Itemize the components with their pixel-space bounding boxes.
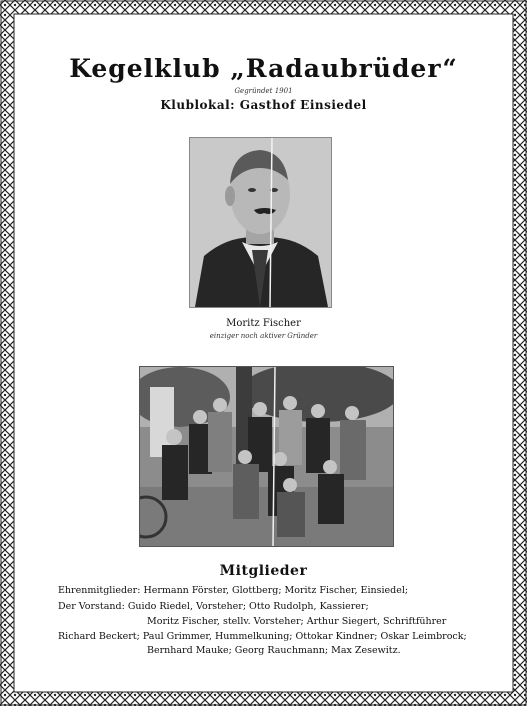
members-line-board: Der Vorstand: Guido Riedel, Vorsteher; Otto Rudolph, Kassierer; bbox=[58, 601, 369, 612]
club-title: Kegelklub „Radaubrüder“ bbox=[69, 54, 458, 83]
members-heading: Mitglieder bbox=[219, 563, 308, 579]
members-line-honorary: Ehrenmitglieder: Hermann Förster, Glottberg; Moritz Fischer, Einsiedel; bbox=[58, 585, 409, 596]
members-line-board-cont: Moritz Fischer, stellv. Vorsteher; Arthur Siegert, Schriftführer bbox=[147, 616, 447, 627]
group-photo bbox=[139, 366, 394, 547]
club-venue: Klublokal: Gasthof Einsiedel bbox=[160, 98, 367, 112]
founded-note: Gegründet 1901 bbox=[234, 87, 293, 95]
members-line-list-cont: Bernhard Mauke; Georg Rauchmann; Max Zesewitz. bbox=[147, 645, 401, 656]
members-line-list: Richard Beckert; Paul Grimmer, Hummelkuning; Ottokar Kindner; Oskar Leimbrock; bbox=[58, 631, 467, 642]
portrait-photo bbox=[189, 137, 332, 308]
portrait-caption: einziger noch aktiver Gründer bbox=[209, 332, 318, 340]
portrait-name: Moritz Fischer bbox=[226, 318, 301, 329]
